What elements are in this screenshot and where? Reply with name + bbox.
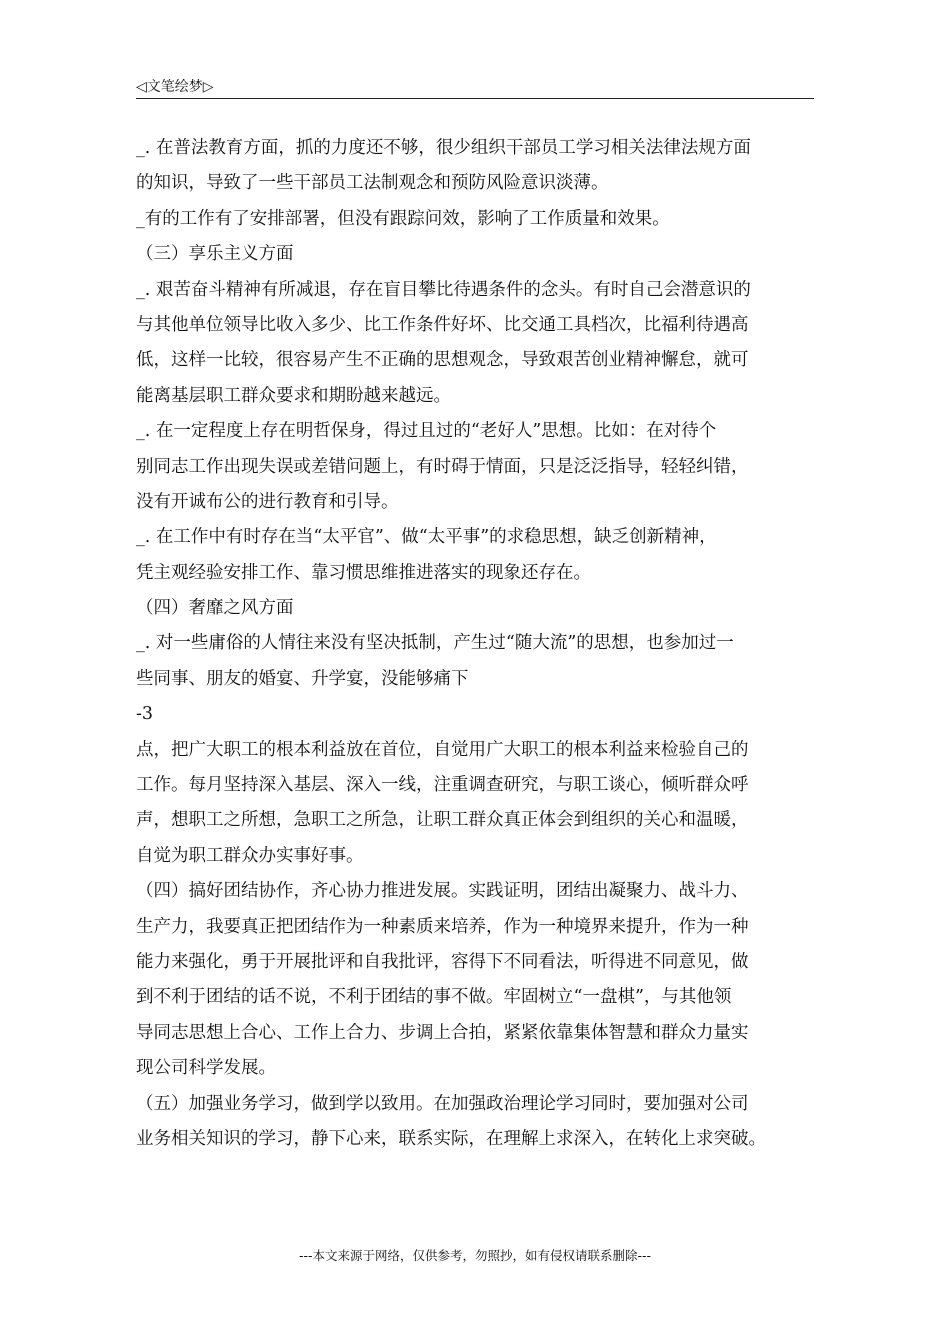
document-body bbox=[136, 131, 816, 1157]
text-line: 到不利于团结的话不说，不利于团结的事不做。牢固树立“一盘棋”，与其他领 bbox=[136, 987, 732, 1008]
text-line: 现公司科学发展。 bbox=[136, 1058, 276, 1079]
text-line: （五）加强业务学习，做到学以致用。在加强政治理论学习同时，要加强对公司 bbox=[136, 1093, 749, 1114]
text-line: _. 艰苦奋斗精神有所减退，存在盲目攀比待遇条件的念头。有时自己会潜意识的 bbox=[136, 279, 751, 300]
text-line: （四）搞好团结协作，齐心协力推进发展。实践证明，团结出凝聚力、战斗力、 bbox=[136, 881, 749, 902]
text-line: 与其他单位领导比收入多少、比工作条件好坏、比交通工具档次，比福利待遇高 bbox=[136, 314, 749, 335]
text-line: 自觉为职工群众办实事好事。 bbox=[136, 845, 364, 866]
page-header bbox=[136, 72, 814, 99]
text-line: 能离基层职工群众要求和期盼越来越远。 bbox=[136, 385, 451, 406]
text-line: _. 在普法教育方面，抓的力度还不够，很少组织干部员工学习相关法律法规方面 bbox=[136, 138, 751, 158]
text-line: _有的工作有了安排部署，但没有跟踪问效，影响了工作质量和效果。 bbox=[136, 208, 670, 229]
text-line: 生产力，我要真正把团结作为一种素质来培养，作为一种境界来提升，作为一种 bbox=[136, 916, 749, 937]
text-line: _. 对一些庸俗的人情往来没有坚决抵制，产生过“随大流”的思想，也参加过一 bbox=[136, 633, 734, 654]
header-title: ◁文笔绘梦▷ bbox=[136, 79, 214, 95]
text-line: _. 在一定程度上存在明哲保身，得过且过的“老好人”思想。比如：在对待个 bbox=[136, 421, 717, 442]
text-line: 些同事、朋友的婚宴、升学宴，没能够痛下 bbox=[136, 668, 469, 689]
section-heading: （三）享乐主义方面 bbox=[136, 244, 294, 265]
page-footer: ---本文来源于网络，仅供参考，勿照抄，如有侵权请联系删除--- bbox=[298, 1248, 652, 1263]
text-line: 导同志思想上合心、工作上合力、步调上合拍，紧紧依靠集体智慧和群众力量实 bbox=[136, 1022, 749, 1043]
text-line: 工作。每月坚持深入基层、深入一线，注重调查研究，与职工谈心，倾听群众呼 bbox=[136, 775, 749, 796]
text-line: 点，把广大职工的根本利益放在首位，自觉用广大职工的根本利益来检验自己的 bbox=[136, 739, 749, 760]
text-line: 低，这样一比较，很容易产生不正确的思想观念，导致艰苦创业精神懈怠，就可 bbox=[136, 350, 749, 371]
text-line: _. 在工作中有时存在当“太平官”、做“太平事”的求稳思想，缺乏创新精神， bbox=[136, 527, 717, 548]
text-line: 没有开诚布公的进行教育和引导。 bbox=[136, 491, 399, 512]
text-line: 的知识，导致了一些干部员工法制观念和预防风险意识淡薄。 bbox=[136, 173, 609, 194]
page-number: -3 bbox=[136, 704, 154, 725]
text-line: 凭主观经验安排工作、靠习惯思维推进落实的现象还存在。 bbox=[136, 562, 591, 583]
text-line: 别同志工作出现失误或差错问题上，有时碍于情面，只是泛泛指导，轻轻纠错， bbox=[136, 456, 749, 477]
text-line: 业务相关知识的学习，静下心来，联系实际，在理解上求深入，在转化上求突破。 bbox=[136, 1128, 766, 1149]
section-heading: （四）奢靡之风方面 bbox=[136, 598, 294, 619]
text-line: 能力来强化，勇于开展批评和自我批评，容得下不同看法，听得进不同意见，做 bbox=[136, 951, 749, 972]
text-line: 声，想职工之所想，急职工之所急，让职工群众真正体会到组织的关心和温暖， bbox=[136, 810, 749, 831]
